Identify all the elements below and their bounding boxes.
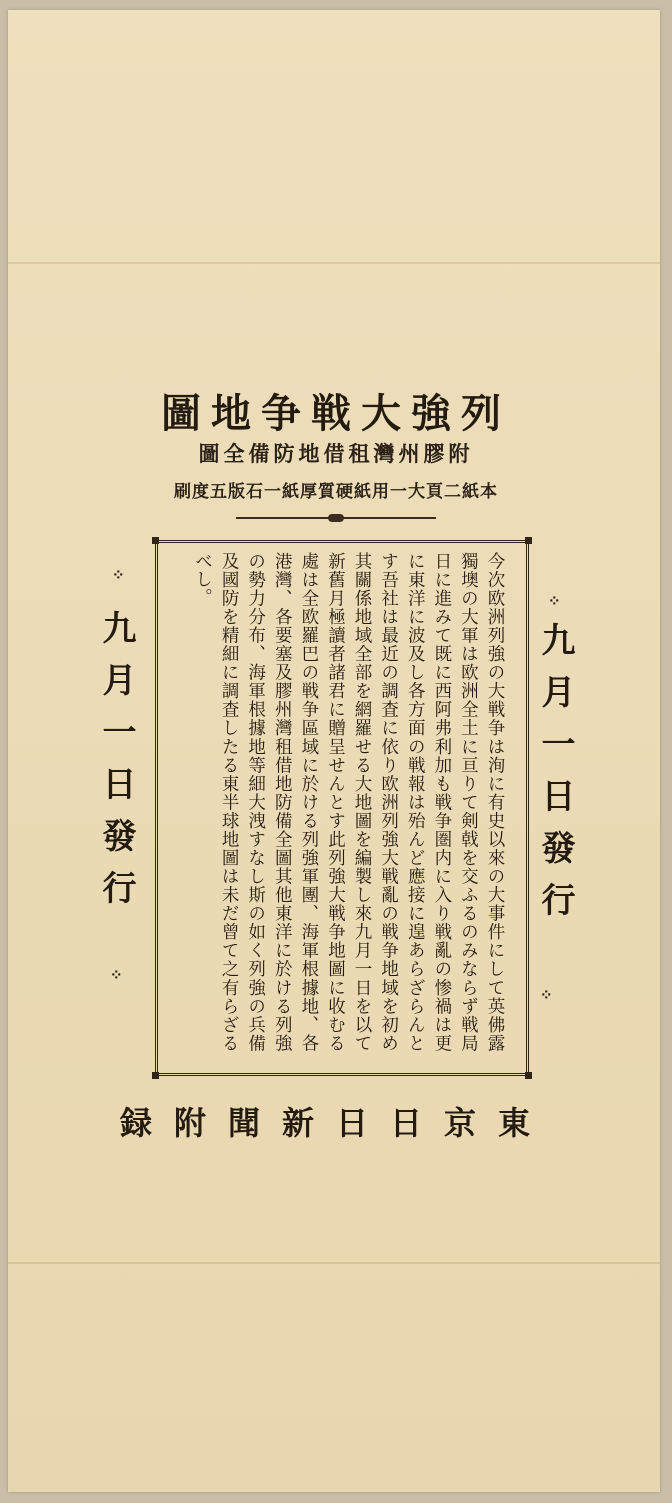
ornament-dots: ⁘: [540, 986, 553, 1004]
ornament-dots: ⁘: [548, 592, 561, 610]
publisher-footer: 東京日日新聞附録: [119, 1104, 552, 1142]
frame-corner: [525, 1072, 532, 1079]
frame-corner: [152, 537, 159, 544]
ornament-divider: [236, 514, 436, 522]
fold-crease: [8, 262, 660, 264]
fold-crease: [8, 1262, 660, 1264]
frame-corner: [152, 1072, 159, 1079]
main-title: 列強大戦争地圖: [161, 390, 511, 437]
ornament-dots: ⁘: [112, 566, 125, 584]
issue-date-right: 九月一日發行: [535, 622, 575, 934]
announcement-body: 今次欧洲列強の大戦争は洵に有史以來の大事件にして英佛露獨墺の大軍は欧洲全土に亘りて剣戟を交ふるのみならず戦局日に進みて既に西阿弗利加も戦争圏内に入り戦亂の惨禍は更に東洋に波及し各方面の戦報は殆んど應接に遑あらざらんとす吾社は最近の調査に依り欧洲列強大戦亂の戦争地域を初め其關係地域全部を網羅せる大地圖を編製し來九月一日を以て新舊月極讀者諸君に贈呈せんとす此列強大戦争地圖に收むる處は全欧羅巴の戦争區域に於ける列強軍團、海軍根據地、各港灣、各要塞及膠州灣租借地防備全圖其他東洋に於ける列強の勢力分布、海軍根據地等細大洩すなし斯の如く列強の兵備及國防を精細に調査したる東半球地圖は未だ曾て之有らざるべし。: [192, 552, 505, 1052]
subtitle: 附膠州灣租借地防備全圖: [198, 441, 474, 466]
issue-date-left: 九月一日發行: [96, 610, 136, 922]
ornament-dots: ⁘: [110, 966, 123, 984]
print-spec: 本紙二頁大一用紙硬質厚紙一石版五度刷: [174, 482, 498, 502]
frame-corner: [525, 537, 532, 544]
